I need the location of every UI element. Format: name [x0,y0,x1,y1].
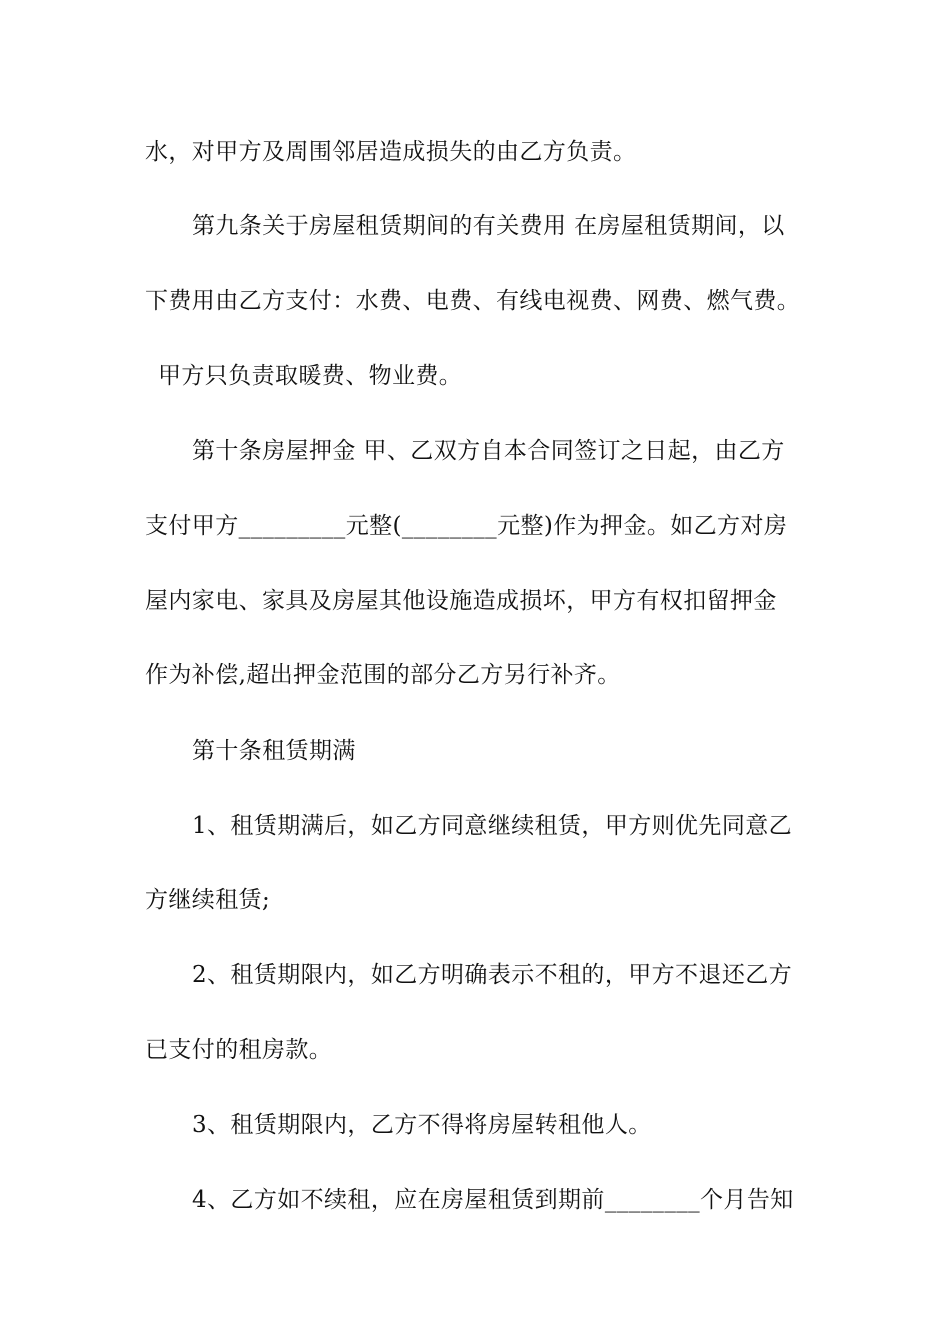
text-line: 屋内家电、家具及房屋其他设施造成损坏，甲方有权扣留押金 [145,588,777,614]
deposit-line: 支付甲方_________元整(________元整)作为押金。如乙方对房 [145,513,788,539]
list-item-1-line: 1、租赁期满后，如乙方同意继续租赁，甲方则优先同意乙 [192,813,793,839]
text-line: 已支付的租房款。 [145,1037,333,1063]
list-item-4-line: 4、乙方如不续租，应在房屋租赁到期前________个月告知 [192,1187,794,1213]
text-line: 下费用由乙方支付：水费、电费、有线电视费、网费、燃气费。 [145,288,801,314]
list-item-3-line: 3、租赁期限内，乙方不得将房屋转租他人。 [192,1112,652,1138]
text-line: 作为补偿,超出押金范围的部分乙方另行补齐。 [145,662,621,688]
article-9-heading-line: 第九条关于房屋租赁期间的有关费用 在房屋租赁期间，以 [192,213,785,239]
text-line: 甲方只负责取暖费、物业费。 [158,363,463,389]
text-line: 水，对甲方及周围邻居造成损失的由乙方负责。 [145,139,637,165]
text-line: 方继续租赁; [145,887,271,913]
list-item-2-line: 2、租赁期限内，如乙方明确表示不租的，甲方不退还乙方 [192,962,793,988]
article-10-heading-line: 第十条房屋押金 甲、乙双方自本合同签订之日起，由乙方 [192,438,785,464]
article-10-term-heading: 第十条租赁期满 [192,738,356,764]
